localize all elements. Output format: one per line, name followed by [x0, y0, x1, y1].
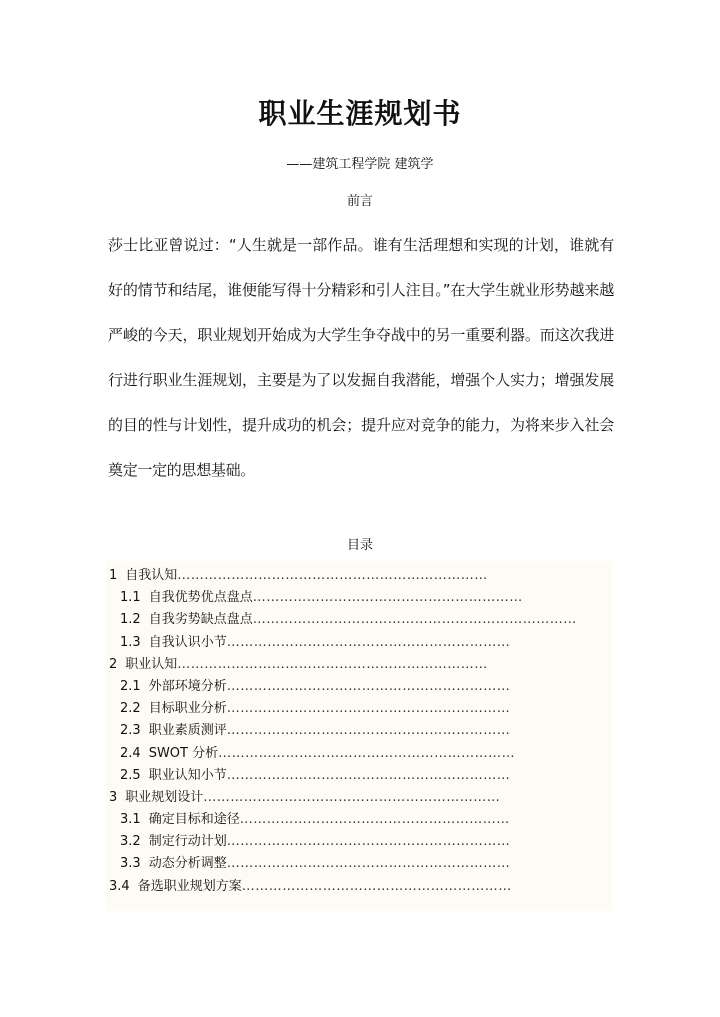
toc-entry-label: 目标职业分析: [148, 701, 227, 717]
toc-entry-number: 3: [109, 789, 118, 805]
toc-entry[interactable]: [106, 743, 612, 765]
toc-list: [106, 561, 612, 898]
toc-entry-leader: ………………………………………………………………: [252, 612, 577, 628]
toc-entry[interactable]: [106, 853, 612, 875]
toc-entry-leader: ………………………………………………………: [226, 834, 511, 850]
toc-entry[interactable]: [106, 609, 612, 631]
toc-entry-label: 外部环境分析: [148, 678, 227, 694]
toc-entry-label: 职业认知: [125, 656, 178, 672]
document-title: 职业生涯规划书: [258, 97, 462, 130]
toc-entry-leader: ……………………………………………………………: [177, 656, 488, 672]
toc-entry-number: 1: [109, 568, 118, 583]
toc-entry-label: 职业素质测评: [148, 723, 227, 739]
toc-entry-leader: ……………………………………………………: [252, 590, 523, 606]
toc-entry-number: 1.3: [120, 634, 141, 650]
toc-entry-number: 2.4: [120, 745, 141, 761]
toc-heading: 目录: [346, 538, 373, 553]
toc-entry[interactable]: [106, 676, 612, 698]
toc-entry-label: 自我劣势缺点盘点: [148, 612, 253, 628]
preface-paragraph: 莎士比亚曾说过：“人生就是一部作品。谁有生活理想和实现的计划，谁就有好的情节和结尾，谁便能写得十分精彩和引人注目。”在大学生就业形势越来越严峻的今天，职业规划开始成为大学生争夺战中的另一重要利器。而这次我进行进行职业生涯规划，主要是为了以发掘自我潜能，增强个人实力；增强发展的目的性与计划性，提升成功的机会；提升应对竞争的能力，为将来步入社会奠定一定的思想基础。: [108, 236, 614, 479]
toc-entry-label: 确定目标和途径: [148, 812, 240, 828]
toc-entry[interactable]: [106, 587, 612, 609]
toc-entry-leader: ………………………………………………………: [226, 701, 511, 717]
toc-entry-number: 3.4: [109, 878, 130, 894]
toc-entry-number: 3.2: [120, 834, 141, 850]
toc-entry-leader: ………………………………………………………: [226, 634, 511, 650]
toc-entry-leader: ………………………………………………………: [226, 723, 511, 739]
toc-entry-leader: ……………………………………………………………: [177, 568, 488, 583]
toc-entry-label: 职业认知小节: [148, 767, 227, 783]
toc-entry-label: 自我认知: [125, 568, 178, 583]
toc-entry[interactable]: [106, 720, 612, 742]
preface-heading: 前言: [346, 194, 373, 209]
toc-entry-label: 制定行动计划: [148, 834, 227, 850]
toc-entry-label: 自我优势优点盘点: [148, 590, 253, 606]
toc-entry-label: 动态分析调整: [148, 856, 227, 872]
toc-entry-label: SWOT 分析: [148, 745, 219, 761]
toc-entry-leader: ………………………………………………………: [226, 767, 511, 783]
toc-entry-number: 2: [109, 656, 118, 672]
toc-entry[interactable]: [106, 698, 612, 720]
toc-entry-leader: …………………………………………………………: [203, 789, 501, 805]
toc-entry[interactable]: [106, 787, 612, 809]
toc-entry-leader: …………………………………………………………: [218, 745, 516, 761]
toc-entry-number: 3.1: [120, 812, 141, 828]
toc-entry-number: 1.2: [120, 612, 141, 628]
toc-entry-label: 职业规划设计: [125, 789, 204, 805]
toc-entry-label: 备选职业规划方案: [137, 878, 242, 894]
toc-entry-number: 2.5: [120, 767, 141, 783]
toc-entry-label: 自我认识小节: [148, 634, 227, 650]
toc-entry[interactable]: [106, 632, 612, 654]
toc-entry-leader: ………………………………………………………: [226, 856, 511, 872]
toc-entry-number: 3.3: [120, 856, 141, 872]
toc-entry-number: 2.2: [120, 701, 141, 717]
document-subtitle: ——建筑工程学院 建筑学: [286, 157, 434, 172]
toc-entry[interactable]: [106, 765, 612, 787]
toc-entry-number: 2.3: [120, 723, 141, 739]
table-of-contents: [106, 561, 612, 911]
toc-entry[interactable]: [106, 809, 612, 831]
toc-entry[interactable]: [106, 831, 612, 853]
toc-entry[interactable]: [106, 876, 612, 898]
toc-entry-leader: ………………………………………………………: [226, 678, 511, 694]
toc-entry[interactable]: [106, 565, 612, 587]
toc-entry-leader: ……………………………………………………: [241, 878, 512, 894]
toc-entry-leader: ……………………………………………………: [239, 812, 510, 828]
toc-entry-number: 2.1: [120, 678, 141, 694]
toc-entry[interactable]: [106, 654, 612, 676]
toc-entry-number: 1.1: [120, 590, 141, 606]
